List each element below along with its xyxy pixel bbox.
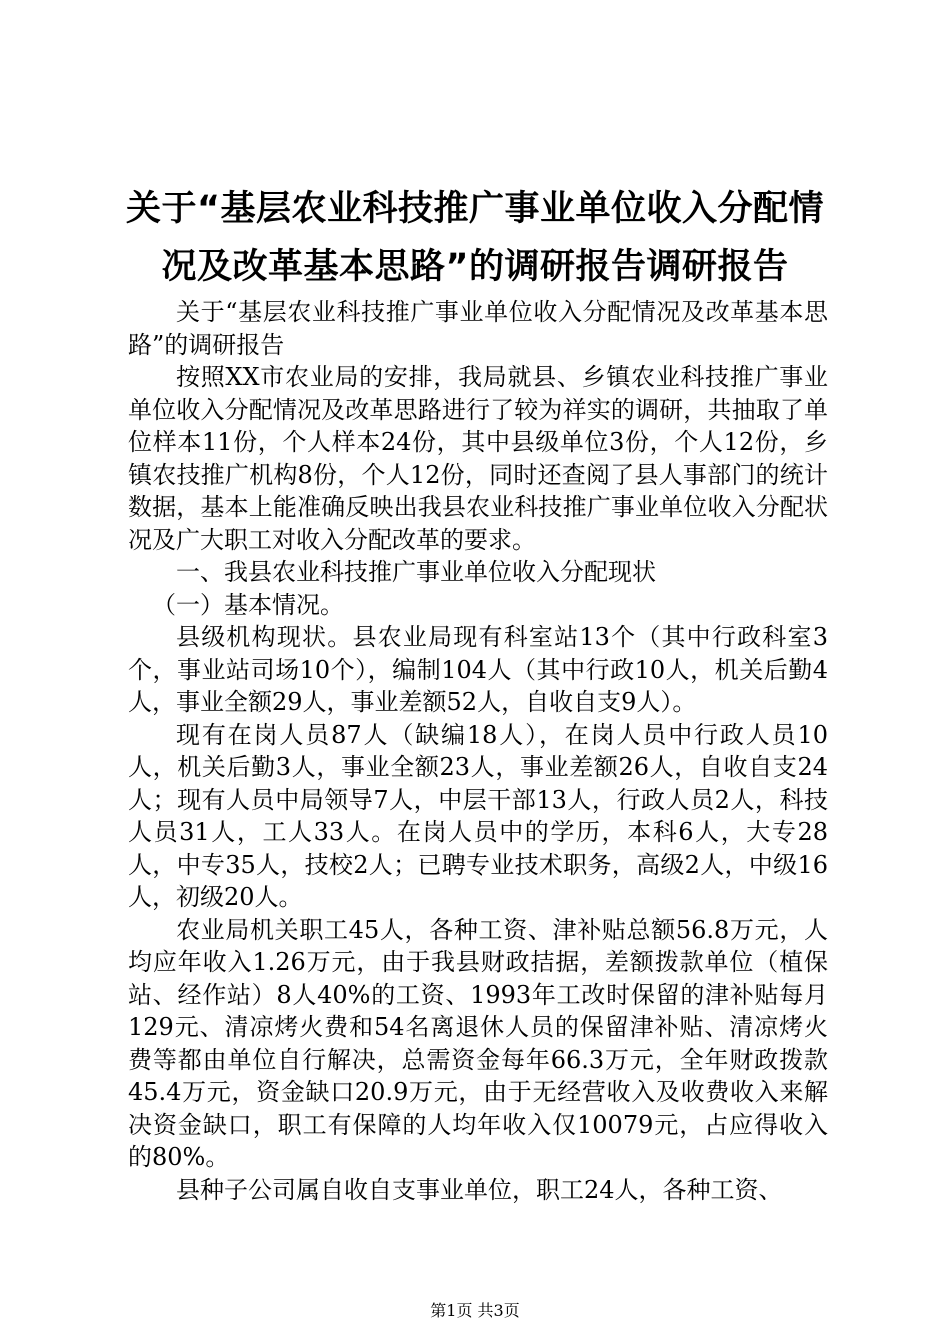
document-body: [128, 296, 828, 1206]
section-heading: 一、我县农业科技推广事业单位收入分配现状: [176, 558, 656, 586]
body-paragraph: 县级机构现状。县农业局现有科室站13个（其中行政科室3个，事业站司场10个），编制104人（其中行政10人，机关后勤4人，事业全额29人，事业差额52人，自收自支9人）。: [128, 623, 828, 716]
body-paragraph: 县种子公司属自收自支事业单位，职工24人，各种工资、: [176, 1175, 783, 1204]
subsection-heading: （一）基本情况。: [152, 590, 344, 619]
body-paragraph: 按照XX市农业局的安排，我局就县、乡镇农业科技推广事业单位收入分配情况及改革思路进行了较为祥实的调研，共抽取了单位样本11份，个人样本24份，其中县级单位3份，个人12份，乡镇农技推广机构8份，个人12份，同时还查阅了县人事部门的统计数据，基本上能准确反映出我县农业科技推广事业单位收入分配状况及广大职工对收入分配改革的要求。: [128, 363, 828, 554]
document-title: 关于“基层农业科技推广事业单位收入分配情况及改革基本思路”的调研报告调研报告: [125, 189, 824, 287]
body-paragraph: 现有在岗人员87人（缺编18人），在岗人员中行政人员10人，机关后勤3人，事业全额23人，事业差额26人，自收自支24人；现有人员中局领导7人，中层干部13人，行政人员2人，科技人员31人，工人33人。在岗人员中的学历，本科6人，大专28人，中专35人，技校2人；已聘专业技术职务，高级2人，中级16人，初级20人。: [128, 720, 828, 911]
intro-paragraph: 关于“基层农业科技推广事业单位收入分配情况及改革基本思路”的调研报告: [128, 298, 828, 359]
page-footer: 第1页 共3页: [430, 1301, 520, 1320]
body-paragraph: 农业局机关职工45人，各种工资、津补贴总额56.8万元，人均应年收入1.26万元，由于我县财政拮据，差额拨款单位（植保站、经作站）8人40%的工资、1993年工改时保留的津补贴每月129元、清凉烤火费和54名离退休人员的保留津补贴、清凉烤火费等都由单位自行解决，总需资金每年66.3万元，全年财政拨款45.4万元，资金缺口20.9万元，由于无经营收入及收费收入来解决资金缺口，职工有保障的人均年收入仅10079元，占应得收入的80%。: [128, 915, 828, 1171]
